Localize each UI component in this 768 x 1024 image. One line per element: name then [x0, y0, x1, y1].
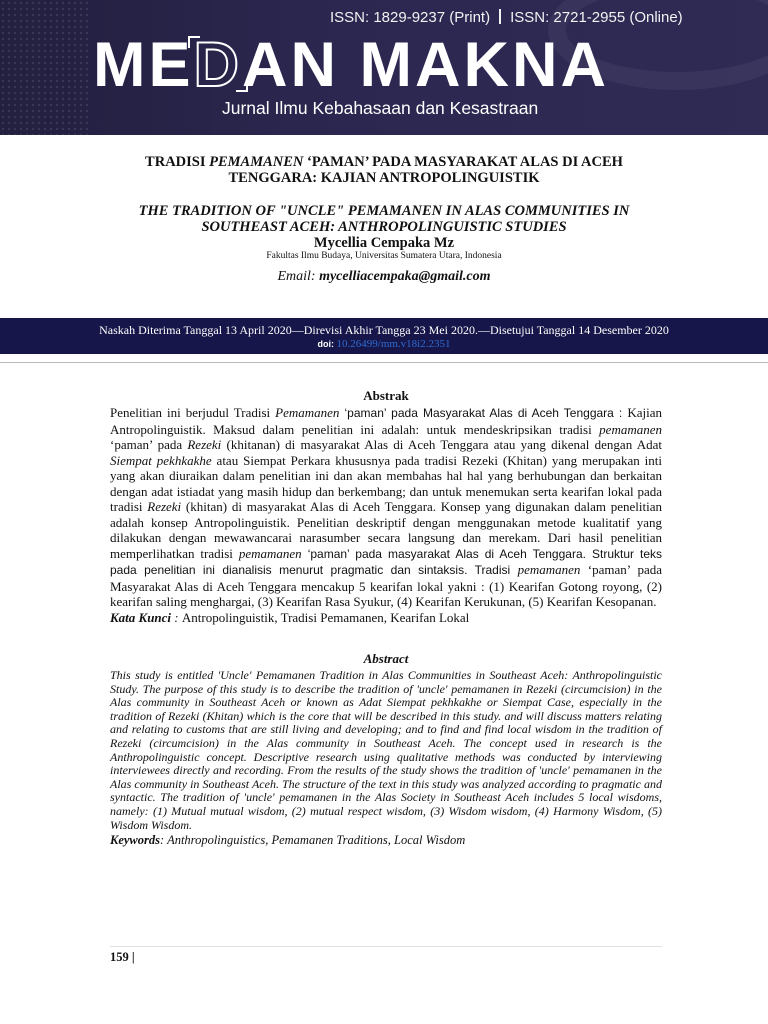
abstrak-text: Struktur teks pada penelitian ini dianalisis menurut pragmatic dan sintaksis. Tradisi	[110, 546, 663, 577]
divider	[0, 362, 768, 363]
abstrak-italic: Siempat pekhkakhe	[110, 452, 212, 468]
abstrak-text: Kajian Antropolinguistik. Maksud dalam penelitian ini adalah: untuk mendeskripsikan tradisi	[110, 405, 663, 437]
journal-title-part1: ME	[93, 30, 194, 100]
abstrak-italic: Pemamanen	[275, 405, 340, 420]
abstrak-heading: Abstrak	[363, 388, 409, 403]
title-id-text: ‘PAMAN’ PADA MASYARAKAT ALAS DI ACEH	[303, 154, 623, 170]
title-id-italic: PEMAMANEN	[209, 154, 304, 170]
journal-title-d-logo: D	[193, 30, 242, 100]
email-address[interactable]: mycelliacempaka@gmail.com	[319, 269, 491, 284]
keywords-label: Keywords	[110, 833, 160, 848]
abstrak-text: ‘paman’ pada	[110, 437, 188, 452]
abstract-heading: Abstract	[363, 651, 409, 666]
abstract-keywords	[110, 833, 662, 848]
abstrak-italic: pemamanen	[238, 545, 302, 561]
abstrak-text: (khitanan) di masyarakat Alas di Aceh Tenggara atau yang dikenal dengan Adat	[221, 437, 662, 452]
journal-title-part2: AN MAKNA	[242, 30, 609, 100]
journal-banner	[0, 0, 768, 135]
page-number: 159 |	[110, 950, 135, 964]
abstract-section	[110, 651, 662, 848]
journal-title	[93, 30, 733, 100]
doi-line	[0, 338, 768, 350]
keywords-value: Anthropolinguistics, Pemamanen Traditions, Local Wisdom	[167, 833, 466, 848]
issn-separator	[499, 9, 501, 24]
keywords-separator: :	[160, 833, 168, 848]
abstrak-italic: pemamanen	[599, 421, 662, 437]
abstrak-body	[110, 405, 662, 610]
issn-print: ISSN: 1829-9237 (Print)	[330, 9, 491, 26]
footer-divider	[110, 946, 662, 947]
keywords-label: Kata Kunci	[110, 609, 172, 625]
keywords-separator: :	[171, 609, 182, 625]
author-affiliation: Fakultas Ilmu Budaya, Universitas Sumatera Utara, Indonesia	[266, 251, 502, 261]
keywords-value: Antropolinguistik, Tradisi Pemamanen, Kearifan Lokal	[181, 609, 470, 625]
abstrak-italic: Rezeki	[147, 499, 182, 514]
issn-online: ISSN: 2721-2955 (Online)	[510, 9, 683, 26]
abstrak-italic: Rezeki	[187, 437, 222, 452]
title-en-line: SOUTHEAST ACEH: ANTHROPOLINGUISTIC STUDIES	[201, 219, 567, 235]
issn-line	[330, 9, 730, 26]
article-title-english	[80, 203, 688, 235]
abstrak-text: ‘paman’ pada Masyarakat Alas di Aceh Tenggara mencakup 5 kearifan lokal yakni : (1) Kearifan Gotong royong, (2) kearifan saling menghargai, (3) Kearifan Rasa Syukur, (4) Kearifan Kerukunan, (5) Kearifan Kesopanan.	[110, 562, 662, 609]
abstrak-text: ‘paman’ pada Masyarakat Alas di Aceh Tenggara :	[339, 406, 628, 420]
abstrak-text: (khitan) di masyarakat Alas di Aceh Tenggara. Konsep yang digunakan dalam penelitian adalah konsep Antropolinguistik. Penelitian deskriptif dengan menggunakan metode kualitatif yang dilakukan dengan mewawancarai narasumber secara langsung dan merekam. Dari hasil penelitian memperlihatkan tradisi	[110, 499, 662, 561]
abstrak-section	[110, 388, 662, 625]
abstrak-text: ‘paman’ pada masyarakat Alas di Aceh Tenggara.	[301, 546, 586, 561]
dot-pattern	[0, 0, 90, 135]
doi-link[interactable]: 10.26499/mm.v18i2.2351	[336, 338, 451, 350]
email-label: Email:	[277, 269, 320, 284]
author-email	[80, 269, 688, 285]
journal-subtitle: Jurnal Ilmu Kebahasaan dan Kesastraan	[222, 98, 539, 118]
doi-label: doi:	[317, 339, 334, 349]
abstract-body: This study is entitled 'Uncle' Pemamanen Tradition in Alas Communities in Southeast Aceh: Anthropolinguistic Study. The purpose of this study is to describe the tradition of 'uncle' pemamanen in Rezeki (circumcision) in the Alas community in Southeast Aceh or known as Adat Siempat pekhkakhe or Siempat Case, especially in the tradition of Rezeki (Khitan) which is the core that will be described in this study. and will discuss matters relating and relating to customs that are still living and developing; and to find and find local wisdom in the tradition of Rezeki (circumcision) in the Alas community in Southeast Aceh. The concept used in research is the Anthropolinguistic concept. Descriptive research using qualitative methods was conducted by interviewing interviewees directly and recording. From the results of the study shows the tradition of 'uncle' pemamanen in the Alas community in Southeast Aceh. The structure of the text in this study was analyzed according to pragmatic and syntactic. The tradition of 'uncle' pemamanen in the Alas Society in Southeast Aceh includes 5 local wisdoms, namely: (1) Mutual mutual wisdom, (2) mutual respect wisdom, (3) Wisdom wisdom, (4) Harmony Wisdom, (5) Wisdom Wisdom.	[110, 668, 662, 832]
article-title-indonesian	[80, 154, 688, 186]
title-id-text: TRADISI	[145, 154, 210, 170]
abstrak-text: Penelitian ini berjudul Tradisi	[110, 405, 276, 420]
author-name: Mycellia Cempaka Mz	[313, 235, 455, 251]
submission-bar	[0, 318, 768, 354]
submission-dates: Naskah Diterima Tanggal 13 April 2020—Direvisi Akhir Tangga 23 Mei 2020.—Disetujui Tanggal 14 Desember 2020	[99, 323, 669, 337]
title-en-line: THE TRADITION OF "UNCLE" PEMAMANEN IN ALAS COMMUNITIES IN	[138, 203, 630, 219]
title-id-text: TENGGARA: KAJIAN ANTROPOLINGUISTIK	[228, 170, 540, 186]
abstrak-keywords	[110, 610, 662, 626]
abstrak-italic: pemamanen	[517, 562, 581, 577]
abstrak-text: atau Siempat Perkara khususnya pada tradisi Rezeki (Khitan) yang merupakan inti yang akan diuraikan dalam penelitian ini dan akan membahas hal hal yang berhubungan dan berkaitan dengan adat istiadat yang masih hidup dan berkembang; dan untuk menemukan serta kearifan lokal pada tradisi	[110, 452, 662, 514]
